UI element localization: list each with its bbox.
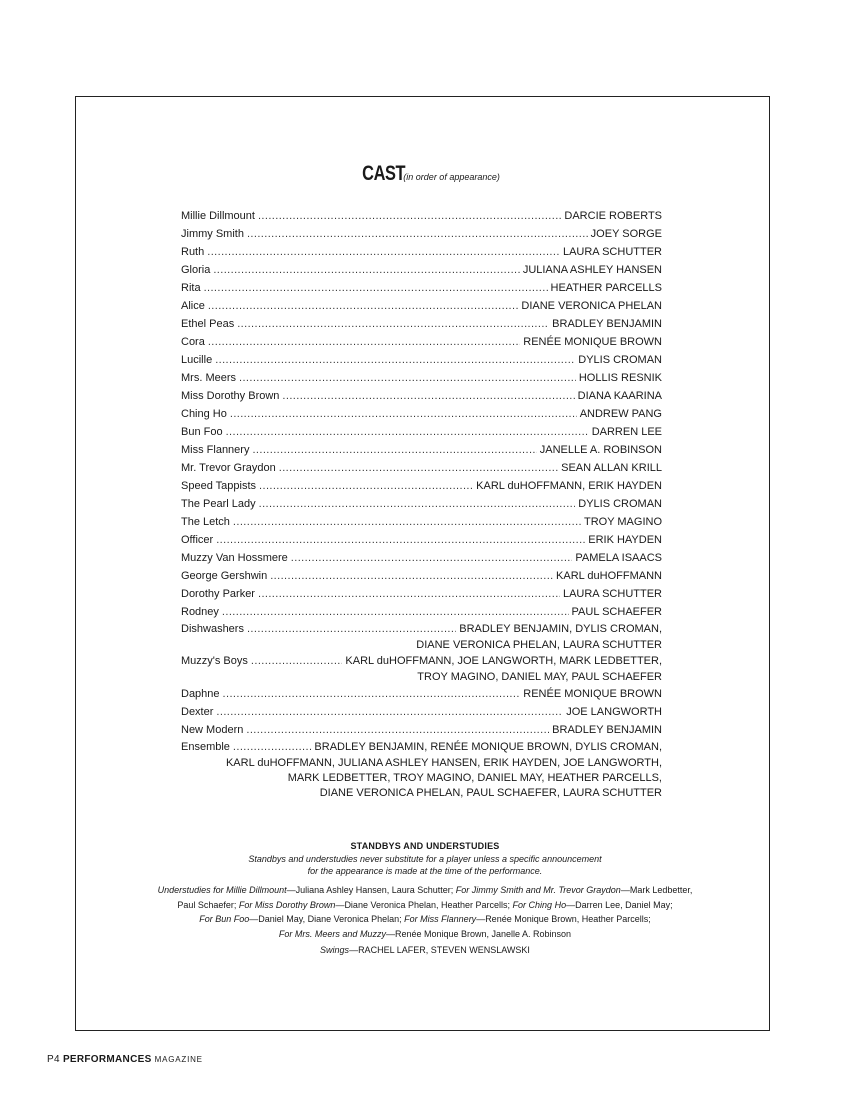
cast-entry bbox=[181, 333, 662, 351]
cast-role: Ching Ho bbox=[181, 408, 227, 420]
cast-role: Cora bbox=[181, 336, 205, 348]
cast-actor: JOEY SORGE bbox=[590, 228, 662, 240]
leader-dots bbox=[251, 653, 342, 670]
cast-actor: ANDREW PANG bbox=[579, 408, 662, 420]
cast-actor: BRADLEY BENJAMIN, DYLIS CROMAN, bbox=[459, 623, 662, 635]
cast-entry bbox=[181, 585, 662, 603]
understudy-role: For Mrs. Meers and Muzzy bbox=[278, 928, 386, 939]
leader-dots bbox=[204, 279, 548, 297]
leader-dots bbox=[208, 297, 519, 315]
cast-actor: JOE LANGWORTH bbox=[566, 706, 662, 718]
swings-names: —RACHEL LAFER, STEVEN WENSLAWSKI bbox=[349, 945, 530, 955]
cast-actor: JANELLE A. ROBINSON bbox=[539, 444, 662, 456]
leader-dots bbox=[246, 721, 549, 739]
cast-actor: BRADLEY BENJAMIN bbox=[552, 724, 662, 736]
swings-line bbox=[90, 945, 760, 955]
understudies-line bbox=[90, 912, 760, 927]
cast-entry-ensemble bbox=[181, 739, 662, 801]
cast-role: Jimmy Smith bbox=[181, 228, 244, 240]
cast-actor: KARL duHOFFMANN bbox=[556, 570, 662, 582]
understudies-list bbox=[90, 883, 760, 941]
understudy-names: —Diane Veronica Phelan, Heather Parcells; bbox=[335, 899, 513, 910]
understudy-names: —Darren Lee, Daniel May; bbox=[566, 899, 673, 910]
leader-dots bbox=[258, 207, 561, 225]
understudy-names: —Mark Ledbetter, bbox=[620, 885, 693, 895]
cast-actor: JULIANA ASHLEY HANSEN bbox=[522, 264, 662, 276]
understudy-role: For Jimmy Smith and Mr. Trevor Graydon bbox=[455, 885, 621, 895]
cast-actor: SEAN ALLAN KRILL bbox=[561, 462, 662, 474]
cast-entry bbox=[181, 531, 662, 549]
cast-entry bbox=[181, 279, 662, 297]
cast-role: Millie Dillmount bbox=[181, 210, 255, 222]
cast-role: Dexter bbox=[181, 706, 214, 718]
cast-role: Rita bbox=[181, 282, 201, 294]
understudy-names: —Daniel May, Diane Veronica Phelan; bbox=[249, 914, 405, 924]
cast-list bbox=[181, 207, 662, 801]
leader-dots bbox=[270, 567, 553, 585]
leader-dots bbox=[258, 585, 560, 603]
understudy-names: —Juliana Ashley Hansen, Laura Schutter; bbox=[286, 885, 456, 895]
cast-entry bbox=[181, 495, 662, 513]
cast-role: Dorothy Parker bbox=[181, 588, 255, 600]
cast-entry bbox=[181, 549, 662, 567]
understudy-role: For Miss Flannery bbox=[404, 914, 477, 924]
cast-actor: BRADLEY BENJAMIN, RENÉE MONIQUE BROWN, DYLIS CROMAN, bbox=[314, 741, 662, 753]
leader-dots bbox=[282, 387, 574, 405]
understudy-role: For Ching Ho bbox=[512, 899, 567, 910]
cast-actor: BRADLEY BENJAMIN bbox=[552, 318, 662, 330]
understudies-note-line: Standbys and understudies never substitute for a player unless a specific announcement bbox=[248, 854, 602, 864]
cast-role: Rodney bbox=[181, 606, 219, 618]
cast-actor: PAUL SCHAEFER bbox=[571, 606, 662, 618]
cast-actor: DIANA KAARINA bbox=[577, 390, 662, 402]
cast-role: Ruth bbox=[181, 246, 205, 258]
page-footer bbox=[47, 1054, 203, 1065]
understudy-names: Paul Schaefer; bbox=[177, 899, 239, 910]
cast-role: New Modern bbox=[181, 724, 244, 736]
cast-entry bbox=[181, 459, 662, 477]
leader-dots bbox=[230, 405, 577, 423]
cast-actor: KARL duHOFFMANN, ERIK HAYDEN bbox=[476, 480, 662, 492]
leader-dots bbox=[233, 739, 312, 756]
leader-dots bbox=[223, 685, 521, 703]
cast-role: Mrs. Meers bbox=[181, 372, 236, 384]
cast-entry bbox=[181, 297, 662, 315]
cast-role: Mr. Trevor Graydon bbox=[181, 462, 276, 474]
leader-dots bbox=[215, 351, 575, 369]
cast-role: Muzzy's Boys bbox=[181, 655, 248, 667]
cast-entry bbox=[181, 315, 662, 333]
cast-role: Alice bbox=[181, 300, 205, 312]
understudy-role: For Bun Foo bbox=[199, 914, 250, 924]
cast-actor: HEATHER PARCELLS bbox=[550, 282, 662, 294]
cast-actor: PAMELA ISAACS bbox=[575, 552, 662, 564]
cast-role: Ethel Peas bbox=[181, 318, 235, 330]
understudy-names: —Renée Monique Brown, Janelle A. Robinson bbox=[385, 928, 572, 939]
leader-dots bbox=[233, 513, 581, 531]
cast-entry bbox=[181, 721, 662, 739]
leader-dots bbox=[207, 243, 560, 261]
leader-dots bbox=[247, 621, 456, 638]
leader-dots bbox=[226, 423, 589, 441]
leader-dots bbox=[208, 333, 520, 351]
cast-actor-continued: TROY MAGINO, DANIEL MAY, PAUL SCHAEFER bbox=[417, 671, 662, 683]
cast-actor: LAURA SCHUTTER bbox=[562, 588, 662, 600]
cast-entry bbox=[181, 477, 662, 495]
swings-label: Swings bbox=[320, 945, 350, 955]
cast-role: The Pearl Lady bbox=[181, 498, 256, 510]
cast-role: Miss Dorothy Brown bbox=[181, 390, 280, 402]
cast-role: Daphne bbox=[181, 688, 220, 700]
cast-entry bbox=[181, 567, 662, 585]
publication-subtitle: MAGAZINE bbox=[154, 1055, 203, 1064]
cast-role: Gloria bbox=[181, 264, 211, 276]
cast-entry bbox=[181, 513, 662, 531]
leader-dots bbox=[213, 261, 519, 279]
cast-role: Miss Flannery bbox=[181, 444, 250, 456]
cast-role: Ensemble bbox=[181, 741, 230, 753]
cast-entry bbox=[181, 261, 662, 279]
leader-dots bbox=[259, 477, 473, 495]
understudies-heading: STANDBYS AND UNDERSTUDIES bbox=[350, 841, 500, 851]
cast-entry bbox=[181, 423, 662, 441]
cast-actor: DYLIS CROMAN bbox=[578, 354, 662, 366]
cast-actor-continued: MARK LEDBETTER, TROY MAGINO, DANIEL MAY, HEATHER PARCELLS, bbox=[287, 772, 662, 784]
leader-dots bbox=[291, 549, 573, 567]
leader-dots bbox=[237, 315, 549, 333]
understudies-section bbox=[90, 840, 760, 955]
page-number: P4 bbox=[47, 1054, 60, 1065]
cast-subheading: (in order of appearance) bbox=[403, 172, 500, 182]
understudy-role: For Miss Dorothy Brown bbox=[238, 899, 336, 910]
cast-actor: HOLLIS RESNIK bbox=[578, 372, 662, 384]
leader-dots bbox=[252, 441, 536, 459]
cast-actor: LAURA SCHUTTER bbox=[562, 246, 662, 258]
cast-entry bbox=[181, 351, 662, 369]
cast-entry-dishwashers bbox=[181, 621, 662, 653]
cast-actor-continued: DIANE VERONICA PHELAN, LAURA SCHUTTER bbox=[416, 639, 662, 651]
leader-dots bbox=[216, 703, 563, 721]
cast-entry bbox=[181, 387, 662, 405]
cast-role: Muzzy Van Hossmere bbox=[181, 552, 288, 564]
cast-role: Speed Tappists bbox=[181, 480, 257, 492]
cast-actor: RENÉE MONIQUE BROWN bbox=[523, 688, 662, 700]
cast-actor: DARCIE ROBERTS bbox=[564, 210, 662, 222]
cast-entry bbox=[181, 441, 662, 459]
leader-dots bbox=[239, 369, 576, 387]
cast-entry bbox=[181, 225, 662, 243]
leader-dots bbox=[216, 531, 585, 549]
cast-entry bbox=[181, 243, 662, 261]
publication-name: PERFORMANCES bbox=[62, 1054, 152, 1065]
cast-actor-continued: DIANE VERONICA PHELAN, PAUL SCHAEFER, LAURA SCHUTTER bbox=[319, 787, 662, 799]
cast-entry bbox=[181, 405, 662, 423]
cast-actor: ERIK HAYDEN bbox=[588, 534, 662, 546]
cast-actor: TROY MAGINO bbox=[583, 516, 662, 528]
leader-dots bbox=[222, 603, 569, 621]
cast-role: George Gershwin bbox=[181, 570, 268, 582]
cast-heading-block bbox=[0, 162, 850, 186]
cast-actor: RENÉE MONIQUE BROWN bbox=[523, 336, 662, 348]
leader-dots bbox=[279, 459, 558, 477]
understudies-note-line: for the appearance is made at the time of the performance. bbox=[307, 866, 543, 876]
understudies-line bbox=[90, 883, 760, 898]
leader-dots bbox=[247, 225, 588, 243]
cast-role: Dishwashers bbox=[181, 623, 244, 635]
cast-actor-continued: KARL duHOFFMANN, JULIANA ASHLEY HANSEN, ERIK HAYDEN, JOE LANGWORTH, bbox=[225, 757, 662, 769]
cast-entry bbox=[181, 207, 662, 225]
cast-heading: CAST bbox=[362, 162, 406, 185]
leader-dots bbox=[259, 495, 576, 513]
cast-entry-muzzys-boys bbox=[181, 653, 662, 685]
understudies-line bbox=[90, 898, 760, 913]
cast-actor: KARL duHOFFMANN, JOE LANGWORTH, MARK LEDBETTER, bbox=[345, 655, 662, 667]
cast-entry bbox=[181, 369, 662, 387]
understudy-names: —Renée Monique Brown, Heather Parcells; bbox=[476, 914, 651, 924]
cast-role: The Letch bbox=[181, 516, 230, 528]
understudy-role: Understudies for Millie Dillmount bbox=[157, 885, 287, 895]
cast-role: Bun Foo bbox=[181, 426, 223, 438]
cast-entry bbox=[181, 703, 662, 721]
cast-entry bbox=[181, 603, 662, 621]
cast-role: Officer bbox=[181, 534, 214, 546]
cast-entry bbox=[181, 685, 662, 703]
cast-actor: DARREN LEE bbox=[591, 426, 662, 438]
cast-actor: DYLIS CROMAN bbox=[578, 498, 662, 510]
understudies-line bbox=[90, 927, 760, 942]
cast-actor: DIANE VERONICA PHELAN bbox=[521, 300, 662, 312]
cast-role: Lucille bbox=[181, 354, 213, 366]
